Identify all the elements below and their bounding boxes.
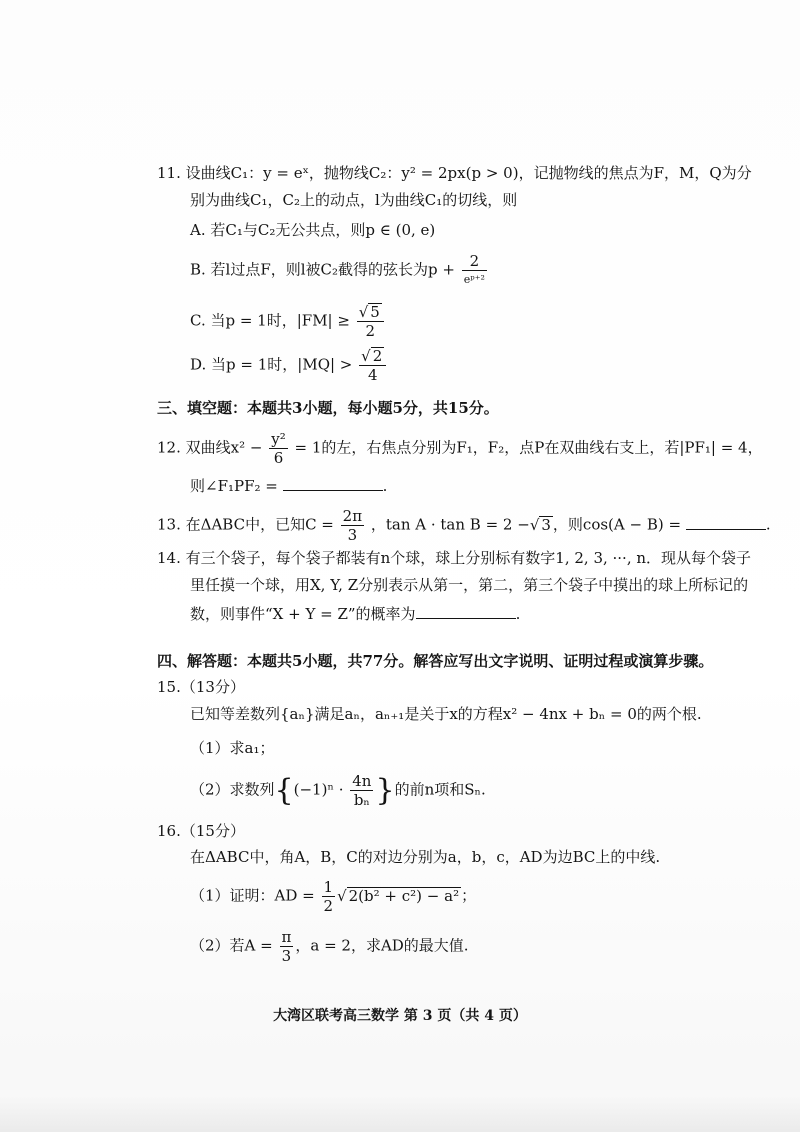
q12-pre: 12. 双曲线x² − (157, 438, 263, 457)
q15-frac-num: 4n (352, 772, 372, 790)
q16-sqrt: √ 2(b² + c²) − a² (337, 886, 460, 905)
q12-line2 (190, 474, 387, 496)
q15-part2 (190, 772, 486, 809)
q13-sqrt: √ 3 (529, 515, 551, 534)
q11-option-d-fraction (359, 347, 386, 384)
q16-part1-post: ； (461, 886, 477, 905)
q15-stem: 已知等差数列{aₙ}满足aₙ，aₙ₊₁是关于x的方程x² − 4nx + bₙ = 0的两个根. (190, 705, 702, 723)
q12-answer-blank[interactable] (283, 474, 383, 491)
q11-option-d-text: D. 当p = 1时，|MQ| > (190, 355, 353, 374)
q16-frac-den: 2 (323, 897, 334, 915)
q15-part1: （1）求a₁； (190, 739, 275, 757)
page-footer: 大湾区联考高三数学 第 3 页（共 4 页） (273, 1008, 527, 1024)
q12-frac-num: y² (271, 430, 286, 448)
section-4-heading: 四、解答题：本题共5小题，共77分。解答应写出文字说明、证明过程或演算步骤。 (157, 652, 714, 670)
q11-option-d-den: 4 (367, 366, 378, 384)
q15-left-brace: { (274, 772, 294, 808)
q11-option-c-radicand: 5 (370, 303, 380, 321)
q11-option-b-den: eᵖ⁺² (463, 273, 485, 286)
q14-end: . (515, 605, 521, 623)
q14-line1: 14. 有三个袋子，每个袋子都装有n个球，球上分别标有数字1, 2, 3, ···, n．现从每个袋子 (157, 549, 752, 567)
q12-line1 (157, 430, 763, 467)
q14-line2: 里任摸一个球，用X, Y, Z分别表示从第一，第二，第三个袋子中摸出的球上所标记的 (190, 576, 749, 594)
q16-part1-pre: （1）证明：AD = (190, 886, 315, 905)
q13-fraction (341, 507, 364, 544)
q11-option-c-text: C. 当p = 1时，|FM| ≥ (190, 311, 350, 330)
q11-option-b-text: B. 若l过点F，则l被C₂截得的弦长为p + (190, 260, 455, 279)
q15-part2-post: 的前n项和Sₙ. (394, 780, 486, 799)
q16-part1 (190, 878, 476, 915)
q11-option-d (190, 347, 388, 384)
q13-answer-blank[interactable] (686, 513, 766, 530)
q12-end: . (382, 477, 388, 495)
q14-line3-text: 数，则事件“X + Y = Z”的概率为 (190, 605, 416, 623)
q14-line3 (190, 602, 520, 624)
q13-pre: 13. 在ΔABC中，已知C = (157, 515, 334, 534)
q11-option-c-fraction (357, 303, 384, 340)
q12-frac-den: 6 (273, 449, 284, 467)
q11-option-b-num: 2 (462, 252, 487, 271)
q16-frac-num: 1 (323, 878, 334, 896)
q13-frac-num: 2π (342, 507, 363, 525)
page-edge-shadow (0, 1096, 800, 1132)
q14-answer-blank[interactable] (416, 602, 516, 619)
q11-option-a: A. 若C₁与C₂无公共点，则p ∈ (0, e) (190, 221, 436, 239)
q13-frac-den: 3 (347, 526, 358, 544)
q16-part2-pre: （2）若A = (190, 936, 273, 955)
q11-option-d-num: √ 2 (359, 347, 386, 366)
q16-part2-fraction (280, 928, 294, 965)
q15-part2-pre: （2）求数列 (190, 780, 275, 799)
q12-post: = 1的左，右焦点分别为F₁，F₂，点P在双曲线右支上，若|PF₁| = 4， (294, 438, 763, 457)
q16-part2-num: π (281, 928, 292, 946)
q15-right-brace: } (375, 772, 395, 808)
q13-radicand: 3 (541, 515, 551, 534)
q11-option-b (190, 252, 489, 289)
q11-option-c-den: 2 (365, 322, 376, 340)
q16-part2 (190, 928, 469, 965)
q16-part2-post: ，a = 2，求AD的最大值. (295, 936, 469, 955)
q16-fraction (322, 878, 336, 915)
q15-fraction (350, 772, 373, 809)
q11-stem-line1: 11. 设曲线C₁：y = eˣ，抛物线C₂：y² = 2px(p > 0)，记抛物线的焦点为F，M，Q为分 (157, 164, 752, 182)
q13-end: . (765, 515, 771, 534)
q15-frac-den: bₙ (353, 791, 370, 809)
q11-stem-line2: 别为曲线C₁，C₂上的动点，l为曲线C₁的切线，则 (190, 191, 518, 209)
section-3-heading: 三、填空题：本题共3小题，每小题5分，共15分。 (157, 399, 499, 417)
q15-part2-seq: (−1)ⁿ · (293, 780, 344, 799)
q16-header: 16.（15分） (157, 822, 245, 840)
q11-option-c (190, 303, 386, 340)
q13-line (157, 507, 771, 544)
q13-post: ，则cos(A − B) = (552, 515, 686, 534)
q12-fraction (269, 430, 288, 467)
q16-part2-den: 3 (281, 947, 292, 965)
q11-option-c-num: √ 5 (357, 303, 384, 322)
q15-header: 15.（13分） (157, 678, 245, 696)
q16-radicand: 2(b² + c²) − a² (348, 886, 460, 905)
q11-option-b-fraction (462, 252, 487, 289)
q12-line2-text: 则∠F₁PF₂ = (190, 477, 283, 495)
q11-option-d-radicand: 2 (372, 347, 383, 365)
q13-mid: ，tan A · tan B = 2 − (370, 515, 530, 534)
q16-stem: 在ΔABC中，角A，B，C的对边分别为a，b，c，AD为边BC上的中线. (190, 848, 661, 866)
